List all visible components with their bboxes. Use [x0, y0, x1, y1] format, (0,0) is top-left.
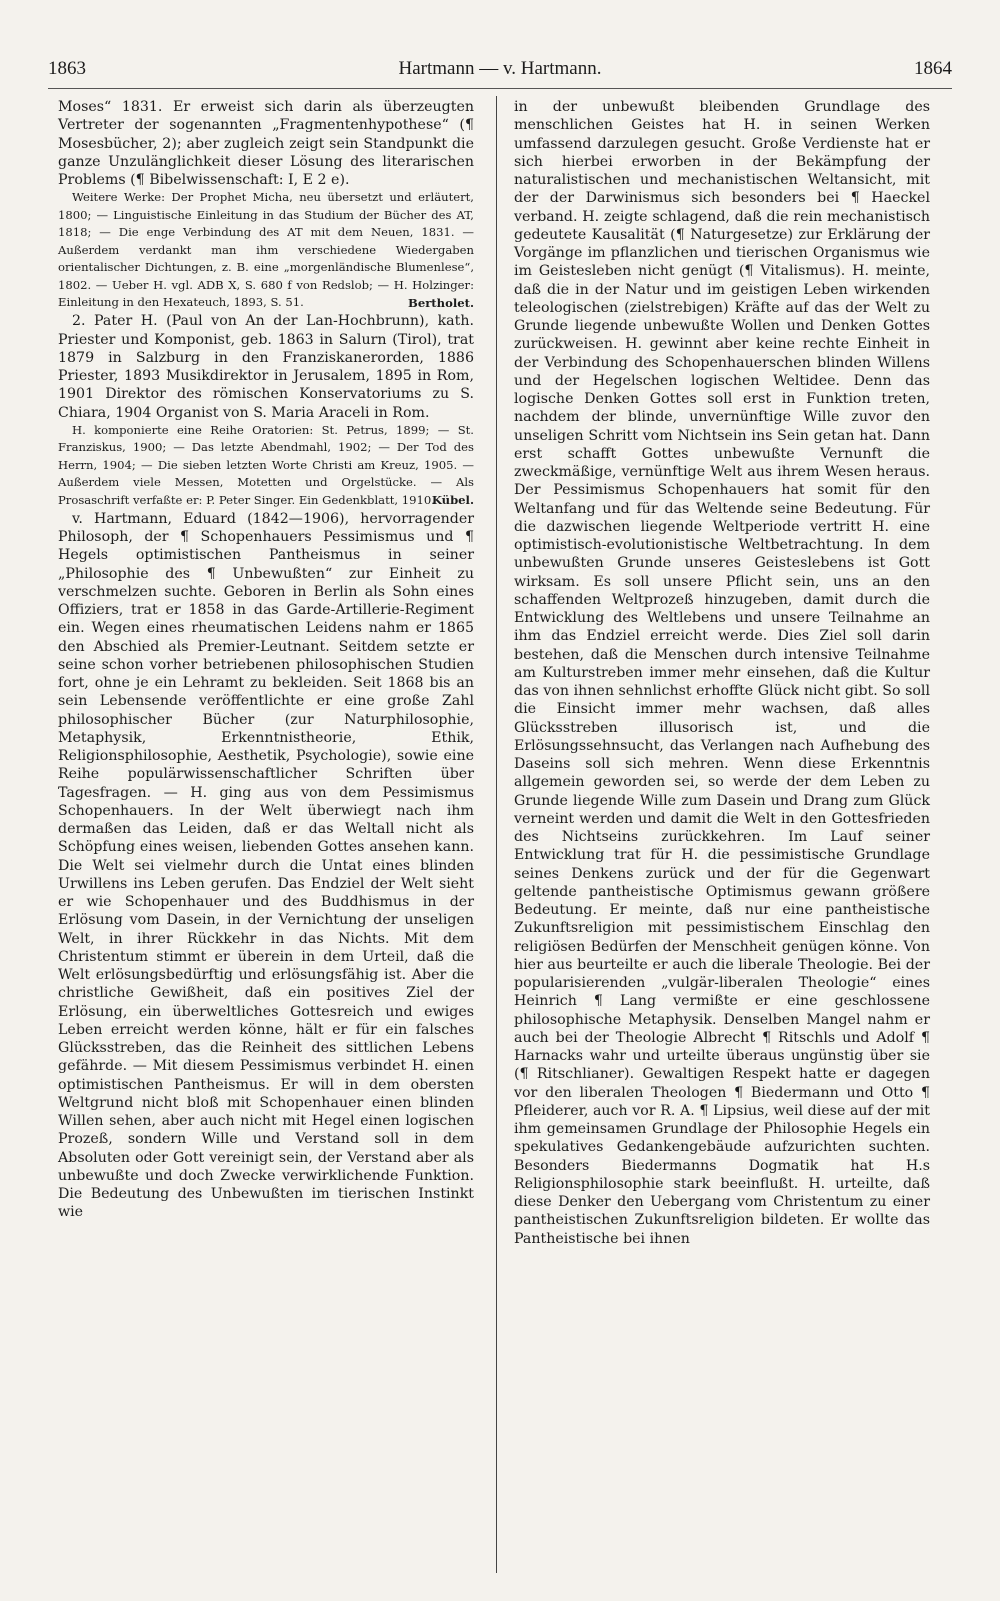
- running-title: Hartmann — v. Hartmann.: [398, 58, 602, 79]
- entry-paragraph: v. Hartmann, Eduard (1842—1906), hervorragender Philosoph, der ¶ Schopenhauers Pessimismus und ¶ Hegels optimistischen Pantheismus in seiner „Philosophie des ¶ Unbewußten“ zur Einheit zu verschmelzen suchte. Geboren in Berlin als Sohn eines Offiziers, trat er 1858 in das Garde-Artillerie-Regiment ein. Wegen eines rheumatischen Leidens nahm er 1865 den Abschied als Premier-Leutnant. Seitdem setzte er seine schon vorher betriebenen philosophischen Studien fort, ohne je ein Lehramt zu bekleiden. Seit 1868 bis an sein Lebensende veröffentlichte er eine große Zahl philosophischer Bücher (zur Naturphilosophie, Metaphysik, Erkenntnistheorie, Ethik, Religionsphilosophie, Aesthetik, Psychologie), sowie eine Reihe populärwissenschaftlicher Schriften über Tagesfragen. — H. ging aus von dem Pessimismus Schopenhauers. In der Welt überwiegt nach ihm dermaßen das Leiden, daß er das Weltall nicht als Schöpfung eines weisen, liebenden Gottes ansehen kann. Die Welt sei vielmehr durch die Untat eines blinden Urwillens ins Leben gerufen. Das Endziel der Welt sieht er wie Schopenhauer und des Buddhismus in der Erlösung vom Dasein, in der Vernichtung der unseligen Welt, in ihrer Rückkehr in das Nichts. Mit dem Christentum stimmt er überein in dem Urteil, daß die Welt erlösungsbedürftig und erlösungsfähig ist. Aber die christliche Gewißheit, daß ein positives Ziel der Erlösung, ein überweltliches Gottesreich und ewiges Leben erreicht werden könne, hält er für ein falsches Glücksstreben, das die Reinheit des sittlichen Lebens gefährde. — Mit diesem Pessimismus verbindet H. einen optimistischen Pantheismus. Er will in dem obersten Weltgrund nicht bloß mit Schopenhauer einen blinden Willen sehen, aber auch nicht mit Hegel einen logischen Prozeß, sondern Wille und Verstand soll in dem Absoluten oder Gott vereinigt sein, der Verstand aber als unbewußte und doch Zwecke verwirklichende Funktion. Die Bedeutung des Unbewußten im tierischen Instinkt wie: [58, 510, 474, 1221]
- author-signature: Kübel.: [431, 493, 474, 508]
- left-column: [58, 98, 474, 1222]
- paragraph: Moses“ 1831. Er erweist sich darin als überzeugten Vertreter der sogenannten „Fragmentenhypothese“ (¶ Mosesbücher, 2); aber zugleich zeigt sein Standpunkt die ganze Unzulänglichkeit dieser Lösung des literarischen Problems (¶ Bibelwissenschaft: I, E 2 e).: [58, 99, 474, 188]
- column-divider: [496, 96, 497, 1573]
- column-number-right: 1864: [914, 58, 952, 79]
- right-column: [514, 98, 930, 1248]
- page-header: [48, 58, 952, 88]
- bibliography-note: H. komponierte eine Reihe Oratorien: St. Petrus, 1899; — St. Franziskus, 1900; — Das letzte Abendmahl, 1902; — Der Tod des Herrn, 1904; — Die sieben letzten Worte Christi am Kreuz, 1905. — Außerdem viele Messen, Motetten und Orgelstücke. — Als Prosaschrift verfaßte er: P. Peter Singer. Ein Gedenkblatt, 1910.: [58, 422, 474, 507]
- column-number-left: 1863: [48, 58, 86, 79]
- entry-paragraph: 2. Pater H. (Paul von An der Lan-Hochbrunn), kath. Priester und Komponist, geb. 1863 in Salurn (Tirol), trat 1879 in Salzburg in den Franziskanerorden, 1886 Priester, 1893 Musikdirektor in Jerusalem, 1895 in Rom, 1901 Direktor des römischen Konservatoriums zu S. Chiara, 1904 Organist von S. Maria Araceli in Rom.: [58, 313, 474, 421]
- header-rule: [48, 88, 952, 89]
- paragraph: in der unbewußt bleibenden Grundlage des menschlichen Geistes hat H. in seinen Werken umfassend darzulegen gesucht. Große Verdienste hat er sich hierbei erworben in der Bekämpfung der naturalistischen und mechanistischen Weltansicht, mit der der Darwinismus sich besonders bei ¶ Haeckel verband. H. zeigte schlagend, daß die rein mechanistisch gedeutete Kausalität (¶ Naturgesetze) zur Erklärung der Vorgänge im pflanzlichen und tierischen Organismus wie im Geistesleben nicht genügt (¶ Vitalismus). H. meinte, daß die in der Natur und im geistigen Leben wirkenden teleologischen (zielstrebigen) Kräfte auf das der Welt zu Grunde liegende unbewußte Wollen und Denken Gottes zurückweisen. H. gewinnt aber keine rechte Einheit in der Verbindung des Schopenhauerschen blinden Willens und der Hegelschen logischen Weltidee. Denn das logische Denken Gottes soll erst in Funktion treten, nachdem der blinde, unvernünftige Wille zuvor den unseligen Schritt vom Nichtsein ins Sein getan hat. Dann erst schafft Gottes unbewußte Vernunft die zweckmäßige, vernünftige Welt aus ihrem Wesen heraus. Der Pessimismus Schopenhauers hat somit für den Weltanfang und für das Weltende seine Bedeutung. Für die dazwischen liegende Weltperiode vertritt H. eine optimistisch-evolutionistische Weltbetrachtung. In dem unbewußten Grunde unseres Geisteslebens ist Gott wirksam. Es soll unsere Pflicht sein, uns an den schaffenden Weltprozeß hinzugeben, damit durch die Entwicklung des Weltlebens und unsere Teilnahme an ihm das Endziel erreicht werde. Dies Ziel soll darin bestehen, daß die Menschen durch intensive Teilnahme am Kulturstreben immer mehr einsehen, daß die Kultur das von ihnen sehnlichst erhoffte Glück nicht gibt. So soll die Einsicht immer mehr wachsen, daß alles Glücksstreben illusorisch ist, und die Erlösungssehnsucht, das Verlangen nach Aufhebung des Daseins soll sich mehren. Wenn diese Erkenntnis allgemein geworden sei, so werde der dem Leben zu Grunde liegende Wille zum Dasein und Drang zum Glück verneint werden und damit die Welt in den Gottesfrieden des Nichtseins zurückkehren. Im Lauf seiner Entwicklung trat für H. die pessimistische Grundlage seines Denkens zurück und der für die Gegenwart geltende pantheistische Optimismus gewann größere Bedeutung. Er meinte, daß nur eine pantheistische Zukunftsreligion mit pessimistischem Einschlag den religiösen Bedürfen der Menschheit genügen könne. Von hier aus beurteilte er auch die liberale Theologie. Bei der popularisierenden „vulgär-liberalen Theologie“ eines Heinrich ¶ Lang vermißte er eine geschlossene philosophische Metaphysik. Denselben Mangel nahm er auch bei der Theologie Albrecht ¶ Ritschls und Adolf ¶ Harnacks wahr und urteilte überaus ungünstig über sie (¶ Ritschlianer). Gewaltigen Respekt hatte er dagegen vor den liberalen Theologen ¶ Biedermann und Otto ¶ Pfleiderer, auch vor R. A. ¶ Lipsius, weil diese auf der mit ihm gemeinsamen Grundlage der Philosophie Hegels ein spekulatives Gedankengebäude aufzurichten suchten. Besonders Biedermanns Dogmatik hat H.s Religionsphilosophie stark beeinflußt. H. urteilte, daß diese Denker den Uebergang vom Christentum zu einer pantheistischen Zukunftsreligion bildeten. Er wollte das Pantheistische bei ihnen: [514, 99, 930, 1247]
- author-signature: Bertholet.: [408, 295, 474, 310]
- bibliography-note: Weitere Werke: Der Prophet Micha, neu übersetzt und erläutert, 1800; — Linguistische Einleitung in das Studium der Bücher des AT, 1818; — Die enge Verbindung des AT mit dem Neuen, 1831. — Außerdem verdankt man ihm verschiedene Wiedergaben orientalischer Dichtungen, z. B. eine „morgenländische Blumenlese“, 1802. — Ueber H. vgl. ADB X, S. 680 f von Redslob; — H. Holzinger: Einleitung in den Hexateuch, 1893, S. 51.: [58, 190, 474, 310]
